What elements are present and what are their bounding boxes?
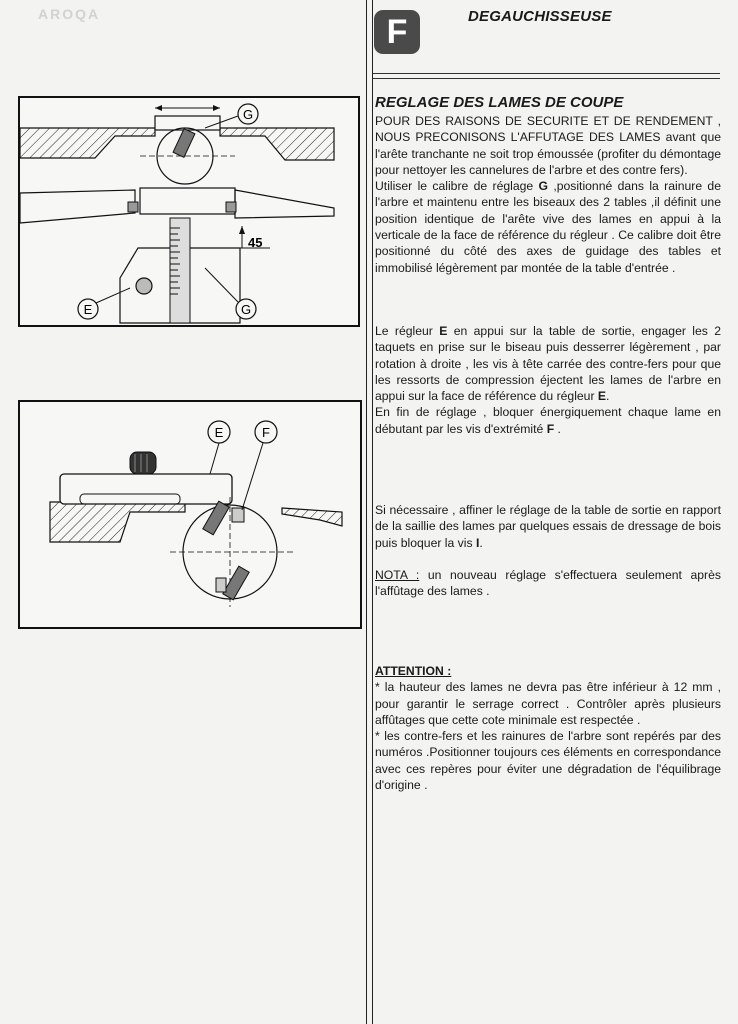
attention-item-1: * la hauteur des lames ne devra pas être inférieur à 12 mm , pour garantir le serrage correct . Contrôler après plusieurs affûtages que cette cote minimale est respectée . bbox=[375, 680, 721, 727]
attention-label: ATTENTION : bbox=[375, 664, 452, 678]
ref-f: F bbox=[546, 421, 555, 436]
label-e-2: E bbox=[214, 425, 224, 440]
nota bbox=[375, 567, 721, 600]
blade-top bbox=[173, 129, 195, 158]
outfeed-table-section bbox=[220, 128, 334, 160]
figure-1-drawing bbox=[20, 98, 358, 325]
paragraph-1 bbox=[375, 113, 721, 276]
bleed-through-mark: AROQA bbox=[38, 6, 101, 22]
nota-label: NOTA : bbox=[375, 568, 420, 582]
nota-text: un nouveau réglage s'effectuera seulement après l'affûtage des lames . bbox=[375, 568, 721, 599]
paragraph-1-text: POUR DES RAISONS DE SECURITE ET DE RENDEMENT , NOUS PRECONISONS L'AFFUTAGE DES LAMES avant que l'arête tranchante ne soit trop émoussée (profiter du démontage pour nettoyer les cannelures de l'arbre et des contre fers). bbox=[375, 114, 721, 177]
knob bbox=[130, 452, 156, 474]
figure-regleur-setting bbox=[18, 400, 362, 629]
ref-i: I bbox=[475, 535, 480, 550]
attention bbox=[375, 663, 721, 793]
blade-upper bbox=[203, 501, 229, 535]
infeed-table-plan bbox=[20, 190, 135, 223]
page-header-title: DEGAUCHISSEUSE bbox=[468, 8, 612, 25]
ref-e: E bbox=[439, 324, 448, 338]
ref-e-2: E bbox=[597, 389, 607, 404]
column-divider-left bbox=[366, 0, 367, 1024]
label-e: E bbox=[83, 302, 93, 317]
knob-e bbox=[136, 278, 152, 294]
figure-calibre-setting bbox=[18, 96, 360, 327]
label-g-top: G bbox=[242, 107, 254, 122]
table-section bbox=[50, 502, 185, 542]
paragraph-3: Le régleur E en appui sur la table de sortie, engager les 2 taquets en prise sur le biseau puis desserrer légèrement , par rotation à droite , les vis à tête carrée des contre-fers pour que les ressorts de compression éjectent les lames de l'arbre en appui sur la face de référence du régleur E. En fin de réglage , bloquer énergiquement chaque lame en débutant par les vis d'extrémité F . bbox=[375, 324, 721, 436]
label-g-bottom: G bbox=[240, 302, 252, 317]
paragraph-5: Si nécessaire , affiner le réglage de la table de sortie en rapport de la saillie des lames par quelques essais de dressage de bois puis bloquer la vis I. bbox=[375, 503, 721, 550]
section-letter-badge: F bbox=[374, 10, 420, 54]
paragraph-4: En fin de réglage , bloquer énergiquement chaque lame en débutant par les vis d'extrémité F . bbox=[375, 405, 721, 436]
header-rule-bottom bbox=[373, 78, 720, 79]
ref-g: G bbox=[538, 179, 548, 194]
dimension-45: 45 bbox=[248, 235, 263, 250]
regleur-e-body bbox=[60, 474, 232, 504]
paragraph-2: Utiliser le calibre de réglage G ,positionné dans la rainure de l'arbre et maintenu entre les biseaux des 2 tables ,il définit une position identique de l'arête vive des lames en appui à la verticale de la face de référence du régleur . Ce calibre doit être positionné du côté des axes de guidage des tables et immobilisé légèrement par montée de la table d'entrée . bbox=[375, 179, 721, 275]
section-title: REGLAGE DES LAMES DE COUPE bbox=[375, 94, 624, 111]
calibre-g-plan bbox=[140, 188, 235, 214]
infeed-table-section bbox=[20, 128, 155, 158]
outfeed-table-plan bbox=[235, 190, 334, 218]
screw-f bbox=[232, 508, 244, 522]
attention-item-2: * les contre-fers et les rainures de l'arbre sont repérés par des numéros .Positionner toujours ces éléments en correspondance avec ces repères pour éviter une dégradation de l'équilibrage d'origine . bbox=[375, 729, 721, 793]
header-rule-top bbox=[373, 73, 720, 74]
blade-lower bbox=[223, 566, 249, 600]
column-divider-right bbox=[372, 0, 373, 1024]
outfeed-table-edge bbox=[282, 508, 342, 526]
label-f: F bbox=[262, 425, 270, 440]
figure-2-drawing bbox=[20, 402, 360, 627]
